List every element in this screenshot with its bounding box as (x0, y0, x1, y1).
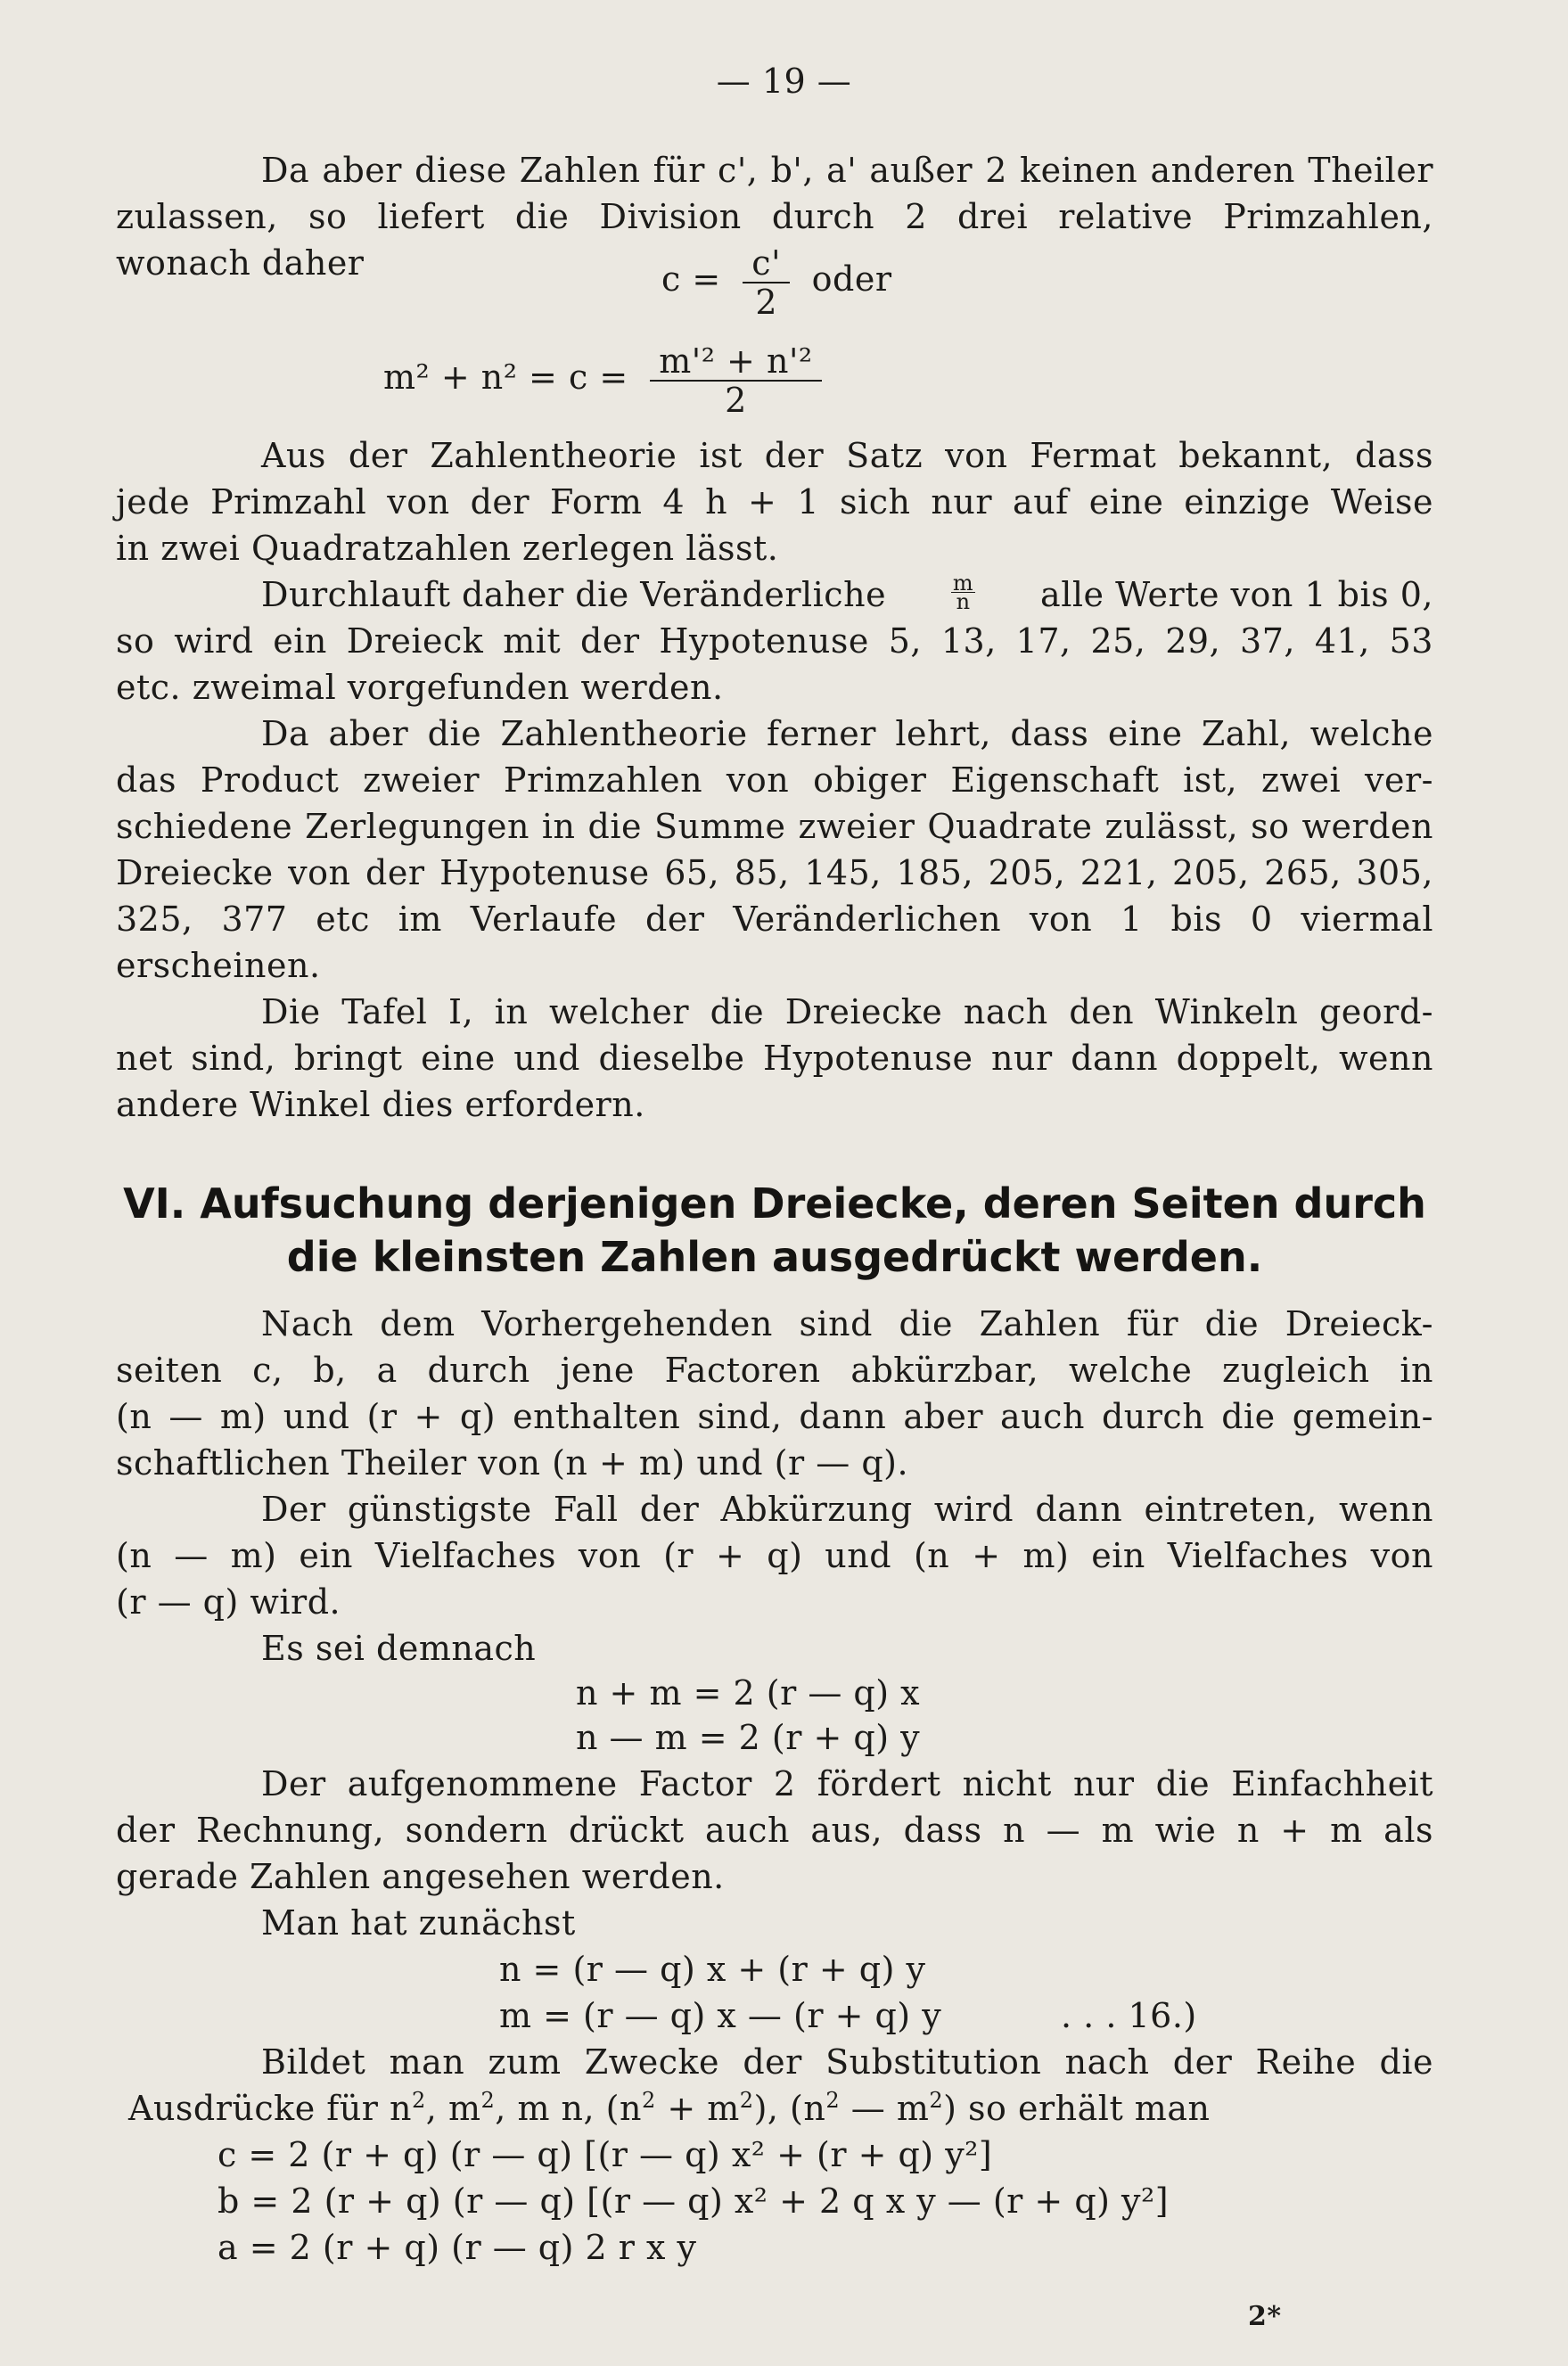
equation-c: c = 2 (r + q) (r — q) [(r — q) x² + (r + q) y²] (218, 2135, 993, 2174)
equation-m: m = (r — q) x — (r + q) y (499, 1996, 942, 2035)
para5-line1: Die Tafel I, in welcher die Dreiecke nach den Winkeln geord- (261, 992, 1433, 1031)
fraction-m: m (952, 571, 974, 596)
sup-2-f: 2 (929, 2088, 944, 2113)
para4-line4: Dreiecke von der Hypotenuse 65, 85, 145, 185, 205, 221, 205, 265, 305, (116, 853, 1433, 892)
sup-2-e: 2 (825, 2088, 841, 2113)
para5-line3: andere Winkel dies erfordern. (116, 1085, 645, 1124)
equation-number-16: . . . 16.) (1061, 1996, 1197, 2035)
eq1-fraction (743, 244, 790, 321)
equation-sum-of-squares (383, 337, 833, 419)
eq2-denominator: 2 (725, 380, 747, 420)
para1-line2: zulassen, so liefert die Division durch 2 drei relative Primzahlen, (116, 197, 1433, 236)
para7-line1: Der günstigste Fall der Abkürzung wird dann eintreten, wenn (261, 1490, 1433, 1529)
para2-line3: in zwei Quadratzahlen zerlegen lässt. (116, 529, 779, 568)
para4-line1: Da aber die Zahlentheorie ferner lehrt, dass eine Zahl, welche (261, 714, 1433, 753)
sup-2-a: 2 (412, 2088, 426, 2113)
para11-line2-words: Ausdrücke für $n^2$, $m^2$, m n, $(n^2 + m^2)$, ($n^2$ — $m^2$) so erhält man (128, 2088, 1211, 2128)
section-heading-line2: die kleinsten Zahlen ausgedrückt werden. (286, 1233, 1263, 1281)
eq1-left: c = (661, 259, 721, 299)
para5-line2: net sind, bringt eine und dieselbe Hypotenuse nur dann doppelt, wenn (116, 1039, 1433, 1078)
eq1-denominator: 2 (755, 282, 777, 322)
para2-line1: Aus der Zahlentheorie ist der Satz von Fermat bekannt, dass (261, 436, 1433, 475)
equation-n-minus-m: n — m = 2 (r + q) y (576, 1718, 921, 1757)
eq1-numerator: c' (743, 244, 790, 283)
para1-line1: Da aber diese Zahlen für c', b', a' außer 2 keinen anderen Theiler (261, 151, 1433, 190)
signature-mark: 2* (1248, 2301, 1282, 2332)
para9-line2: der Rechnung, sondern drückt auch aus, dass n — m wie n + m als (116, 1811, 1433, 1850)
para9-line3: gerade Zahlen angesehen werden. (116, 1857, 725, 1896)
equation-c-fraction (661, 239, 891, 321)
eq2-numerator: m'² + n'² (650, 342, 821, 382)
para3-line1-pre: Durchlauft daher die Veränderliche (261, 575, 887, 614)
equation-n-plus-m: n + m = 2 (r — q) x (576, 1673, 921, 1713)
para11-line2 (128, 2088, 1433, 2129)
para10: Man hat zunächst (261, 1903, 576, 1943)
para9-line1: Der aufgenommene Factor 2 fördert nicht nur die Einfachheit (261, 1764, 1433, 1803)
para3-line1 (261, 571, 1433, 615)
sup-2-c: 2 (641, 2088, 656, 2113)
eq1-suffix: oder (811, 259, 892, 299)
para4-line6: erscheinen. (116, 946, 321, 985)
eq2-left: m² + n² = c = (383, 357, 628, 397)
section-heading-line1: VI. Aufsuchung derjenigen Dreiecke, deren Seiten durch (123, 1179, 1426, 1228)
para4-line2: das Product zweier Primzahlen von obiger Eigenschaft ist, zwei ver- (116, 760, 1433, 800)
para6-line3: (n — m) und (r + q) enthalten sind, dann aber auch durch die gemein- (116, 1397, 1433, 1436)
sup-2-d: 2 (739, 2088, 754, 2113)
para6-line4: schaftlichen Theiler von (n + m) und (r — q). (116, 1443, 909, 1483)
para4-line5: 325, 377 etc im Verlaufe der Veränderlichen von 1 bis 0 viermal (116, 900, 1433, 939)
para3-line3: etc. zweimal vorgefunden werden. (116, 668, 724, 707)
equation-a: a = 2 (r + q) (r — q) 2 r x y (218, 2228, 697, 2267)
para7-line3: (r — q) wird. (116, 1582, 341, 1622)
para4-line3: schiedene Zerlegungen in die Summe zweier Quadrate zulässt, so werden (116, 807, 1433, 846)
para11-line1: Bildet man zum Zwecke der Substitution nach der Reihe die (261, 2042, 1433, 2082)
fraction-n: n (956, 589, 971, 614)
eq2-fraction (650, 342, 821, 419)
sup-2-b: 2 (480, 2088, 496, 2113)
para2-line2: jede Primzahl von der Form 4 h + 1 sich nur auf eine einzige Weise (116, 482, 1433, 522)
para3-line1-post: alle Werte von 1 bis 0, (1040, 575, 1433, 614)
para1-line3: wonach daher (116, 243, 365, 283)
para6-line2: seiten c, b, a durch jene Factoren abkürzbar, welche zugleich in (116, 1351, 1433, 1390)
m-over-n-fraction (951, 571, 975, 615)
page-number: — 19 — (716, 62, 852, 101)
para3-line2: so wird ein Dreieck mit der Hypotenuse 5, 13, 17, 25, 29, 37, 41, 53 (116, 621, 1433, 661)
equation-b: b = 2 (r + q) (r — q) [(r — q) x² + 2 q x y — (r + q) y²] (218, 2181, 1170, 2221)
para7-line2: (n — m) ein Vielfaches von (r + q) und (n + m) ein Vielfaches von (116, 1536, 1433, 1575)
para6-line1: Nach dem Vorhergehenden sind die Zahlen für die Dreieck- (261, 1304, 1433, 1343)
equation-n: n = (r — q) x + (r + q) y (499, 1950, 926, 1989)
para8: Es sei demnach (261, 1629, 537, 1668)
